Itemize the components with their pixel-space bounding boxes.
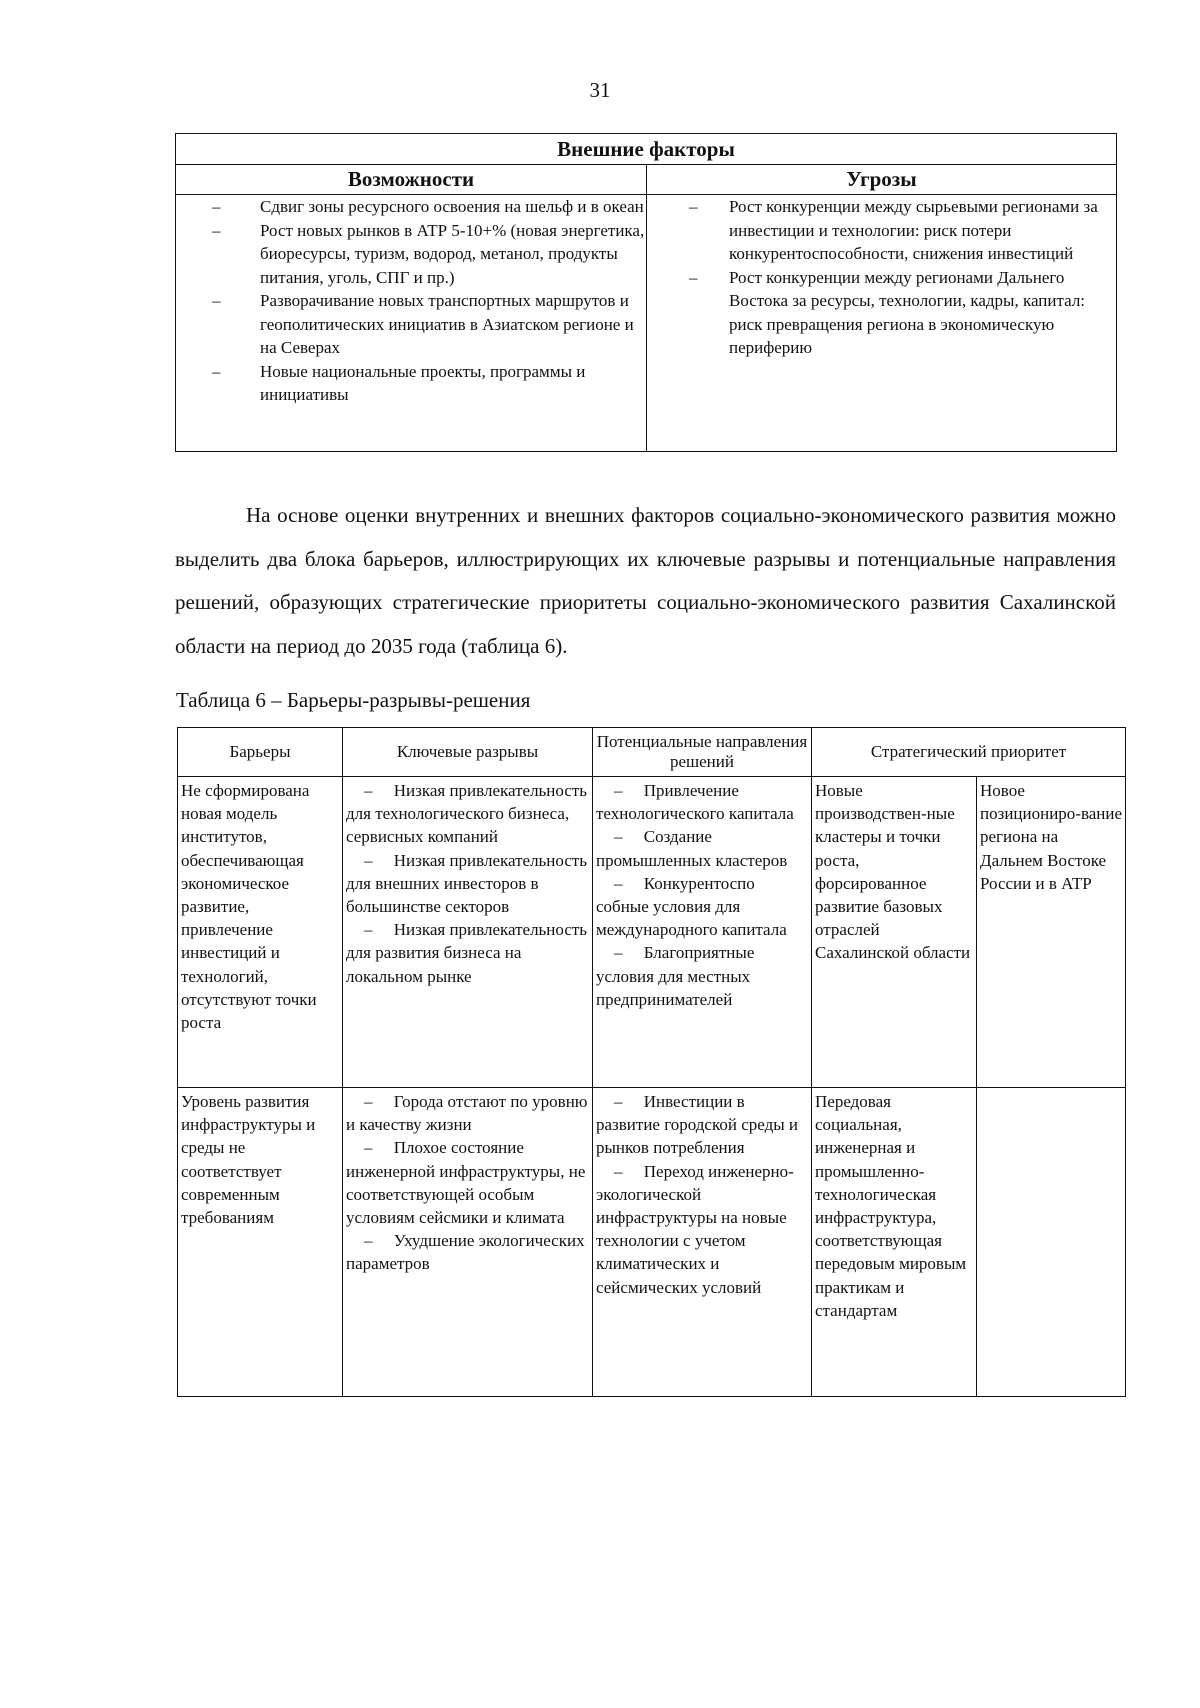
opportunities-cell bbox=[176, 195, 647, 452]
opportunity-item: – Новые национальные проекты, программы и инициативы bbox=[176, 360, 646, 407]
header-barriers: Барьеры bbox=[178, 728, 343, 777]
priority-cell: Передовая социальная, инженерная и промышленно-технологическая инфраструктура, соответствующая передовым мировым практикам и стандартам bbox=[812, 1088, 977, 1397]
page-number: 31 bbox=[589, 78, 611, 102]
solution-item: Привлечение технологического капитала bbox=[596, 781, 794, 824]
gap-item: Низкая привлекательность для развития бизнеса на локальном рынке bbox=[346, 920, 588, 986]
opportunity-item: – Рост новых рынков в АТР 5-10+% (новая энергетика, биоресурсы, туризм, водород, метанол, продукты питания, уголь, СПГ и пр.) bbox=[176, 219, 646, 290]
header-solutions: Потенциальные направления решений bbox=[593, 728, 812, 777]
barrier-cell: Уровень развития инфраструктуры и среды не соответствует современным требованиям bbox=[178, 1088, 343, 1397]
priority-cell-secondary bbox=[977, 1088, 1126, 1397]
table-row bbox=[178, 1088, 1126, 1397]
external-factors-table bbox=[175, 133, 1117, 452]
barriers-table bbox=[177, 727, 1126, 1397]
opportunity-item: – Сдвиг зоны ресурсного освоения на шельф и в океан bbox=[176, 195, 646, 219]
threat-item: – Рост конкуренции между сырьевыми регионами за инвестиции и технологии: риск потери конкурентоспособности, снижения инвестиций bbox=[647, 195, 1116, 266]
solutions-cell: – Инвестиции в развитие городской среды и рынков потребления – Переход инженерно-экологической инфраструктуры на новые технологии с учетом климатических и сейсмических условий bbox=[593, 1088, 812, 1397]
gap-item: Низкая привлекательность для технологического бизнеса, сервисных компаний bbox=[346, 781, 588, 847]
threats-header: Угрозы bbox=[647, 165, 1117, 195]
external-factors-title: Внешние факторы bbox=[176, 134, 1117, 165]
solutions-cell: – Привлечение технологического капитала – Создание промышленных кластеров – Конкурентоспо собные условия для международного капитала – Благоприятные условия для местных предпринимателей bbox=[593, 777, 812, 1088]
gap-item: Плохое состояние инженерной инфраструктуры, не соответствующей особым условиям сейсмики и климата bbox=[346, 1138, 586, 1228]
body-paragraph: На основе оценки внутренних и внешних факторов социально-экономического развития можно выделить два блока барьеров, иллюстрирующих их ключевые разрывы и потенциальные направления решений, образующих стратегические приоритеты социально-экономического развития Сахалинской области на период до 2035 года (таблица 6). bbox=[175, 503, 1116, 658]
solution-item: Благоприятные условия для местных предпринимателей bbox=[596, 943, 755, 1009]
solution-item: Конкурентоспо собные условия для международного капитала bbox=[596, 873, 787, 940]
priority-cell-secondary: Новое позициониро-вание региона на Дальнем Востоке России и в АТР bbox=[977, 777, 1126, 1088]
barrier-cell: Не сформирована новая модель институтов, обеспечивающая экономическое развитие, привлечение инвестиций и технологий, отсутствуют точки роста bbox=[178, 777, 343, 1088]
opportunity-item: – Разворачивание новых транспортных маршрутов и геополитических инициатив в Азиатском регионе и на Северах bbox=[176, 289, 646, 360]
gaps-cell: – Низкая привлекательность для технологического бизнеса, сервисных компаний – Низкая привлекательность для внешних инвесторов в большинстве секторов – Низкая привлекательность для развития бизнеса на локальном рынке bbox=[343, 777, 593, 1088]
table-row bbox=[178, 777, 1126, 1088]
solution-item: Инвестиции в развитие городской среды и рынков потребления bbox=[596, 1092, 798, 1158]
threats-cell bbox=[647, 195, 1117, 452]
gap-item: Низкая привлекательность для внешних инвесторов в большинстве секторов bbox=[346, 850, 588, 917]
gaps-cell: – Города отстают по уровню и качеству жизни – Плохое состояние инженерной инфраструктуры, не соответствующей особым условиям сейсмики и климата – Ухудшение экологических параметров bbox=[343, 1088, 593, 1397]
priority-cell: Новые производствен-ные кластеры и точки роста, форсированное развитие базовых отраслей Сахалинской области bbox=[812, 777, 977, 1088]
header-gaps: Ключевые разрывы bbox=[343, 728, 593, 777]
gap-item: Города отстают по уровню и качеству жизни bbox=[346, 1092, 588, 1135]
threat-item: – Рост конкуренции между регионами Дальнего Востока за ресурсы, технологии, кадры, капитал: риск превращения региона в экономическую периферию bbox=[647, 266, 1116, 360]
opportunities-header: Возможности bbox=[176, 165, 647, 195]
header-priority: Стратегический приоритет bbox=[812, 728, 1126, 777]
gap-item: Ухудшение экологических параметров bbox=[346, 1231, 585, 1274]
solution-item: Создание промышленных кластеров bbox=[596, 827, 788, 870]
solution-item: Переход инженерно-экологической инфраструктуры на новые технологии с учетом климатических и сейсмических условий bbox=[596, 1161, 794, 1297]
table-caption: Таблица 6 – Барьеры-разрывы-решения bbox=[176, 688, 531, 712]
